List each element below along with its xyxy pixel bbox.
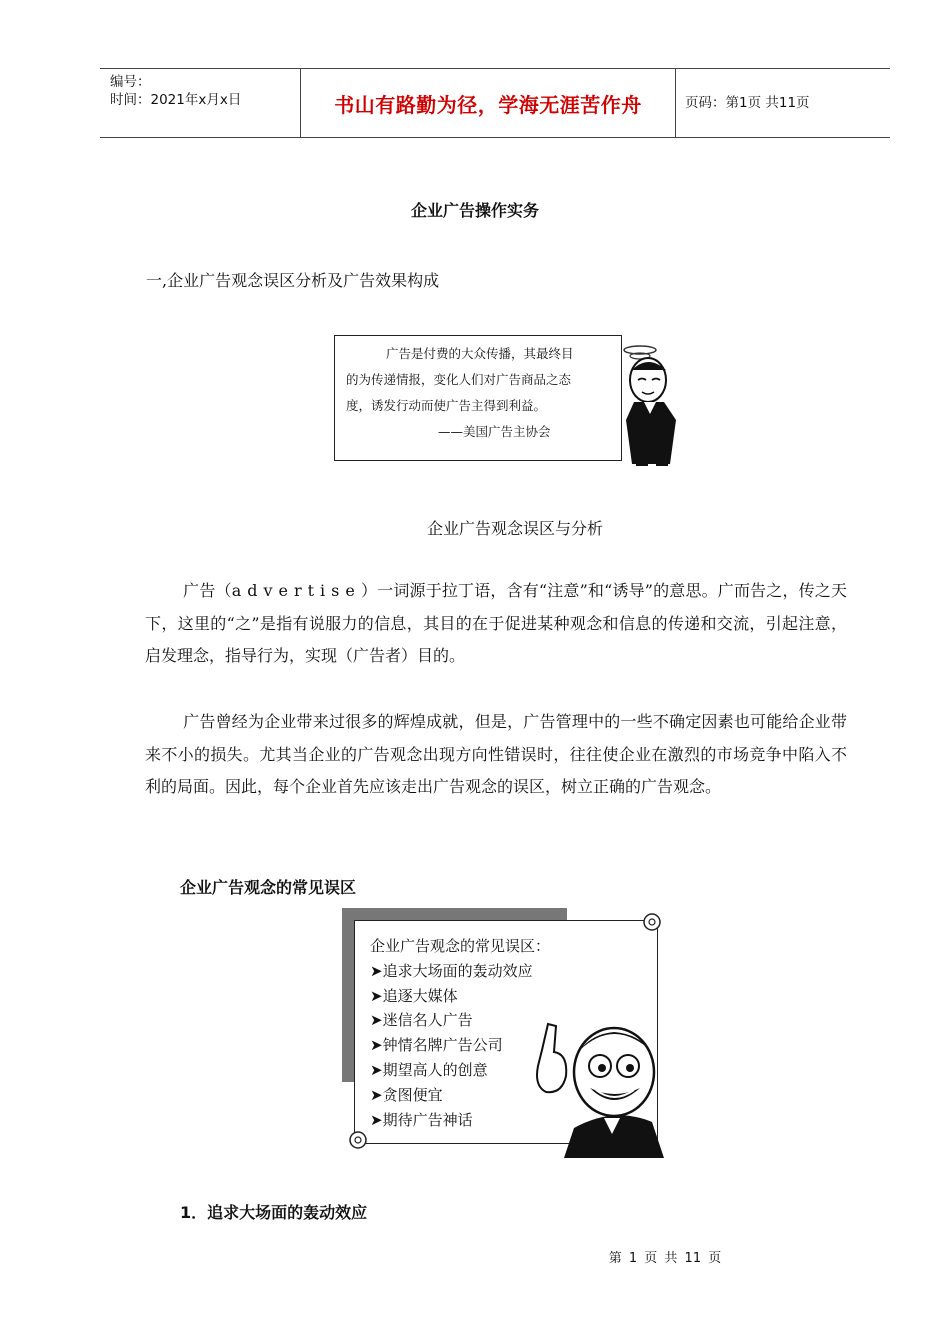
- page-info: 页码：第1页 共11页: [685, 95, 810, 111]
- quote-attribution: ——美国广告主协会: [438, 424, 551, 439]
- quote-line: 度，诱发行动而使广告主得到利益。: [346, 398, 547, 413]
- subsection-heading: 企业广告观念的常见误区: [180, 878, 357, 897]
- header-page-cell: [677, 69, 890, 137]
- quote-line: 的为传递情报，变化人们对广告商品之态: [346, 372, 572, 387]
- list-item: ➤钟情名牌广告公司: [370, 1036, 503, 1055]
- scroll-list: [370, 934, 550, 1132]
- figure-caption: 企业广告观念误区与分析: [426, 519, 603, 538]
- latin-word: advertise: [231, 581, 361, 600]
- scroll-title: 企业广告观念的常见误区：: [370, 937, 551, 955]
- paragraph-text-start: 广告（: [183, 581, 232, 600]
- list-item: ➤期望高人的创意: [370, 1060, 488, 1079]
- quote-figure: [334, 335, 624, 460]
- scroll-curl-icon: [640, 910, 664, 934]
- paragraph-text-rest: ）一词源于拉丁语，含有“注意”和“诱导”的意思。广而告之，传之天下，这里的“之”是指有说服力的信息，其目的在于促进某种观念和信息的传递和交流，引起注意，启发理念，指导行为，实现（广告者）目的。: [145, 581, 847, 665]
- header-motto-cell: [301, 69, 676, 137]
- number-label: 编号：: [110, 74, 151, 90]
- paragraph: [145, 575, 847, 673]
- list-item: ➤贪图便宜: [370, 1085, 443, 1104]
- numbered-heading: 1．追求大场面的轰动效应: [180, 1203, 368, 1222]
- page-footer: 第 1 页 共 11 页: [608, 1251, 722, 1266]
- pointing-man-illustration: [534, 1010, 684, 1158]
- header-left-cell: [100, 69, 301, 137]
- section-heading: 一,企业广告观念误区分析及广告效果构成: [146, 271, 440, 290]
- list-item: ➤迷信名人广告: [370, 1011, 473, 1030]
- page-title: 企业广告操作实务: [410, 201, 539, 220]
- motto-text: 书山有路勤为径，学海无涯苦作舟: [334, 92, 642, 117]
- list-item: ➤期待广告神话: [370, 1110, 473, 1129]
- list-item: ➤追求大场面的轰动效应: [370, 961, 533, 980]
- dizzy-man-illustration: [612, 340, 692, 468]
- list-item: ➤追逐大媒体: [370, 986, 458, 1005]
- document-header: [100, 68, 890, 138]
- paragraph-text: 广告曾经为企业带来过很多的辉煌成就，但是，广告管理中的一些不确定因素也可能给企业带来不小的损失。尤其当企业的广告观念出现方向性错误时，往往使企业在激烈的市场竞争中陷入不利的局面。因此，每个企业首先应该走出广告观念的误区，树立正确的广告观念。: [145, 712, 847, 796]
- paragraph: [145, 706, 847, 804]
- scroll-curl-icon: [346, 1128, 370, 1152]
- time-label: 时间：2021年x月x日: [110, 92, 242, 108]
- quote-line: 广告是付费的大众传播，其最终目: [386, 346, 574, 361]
